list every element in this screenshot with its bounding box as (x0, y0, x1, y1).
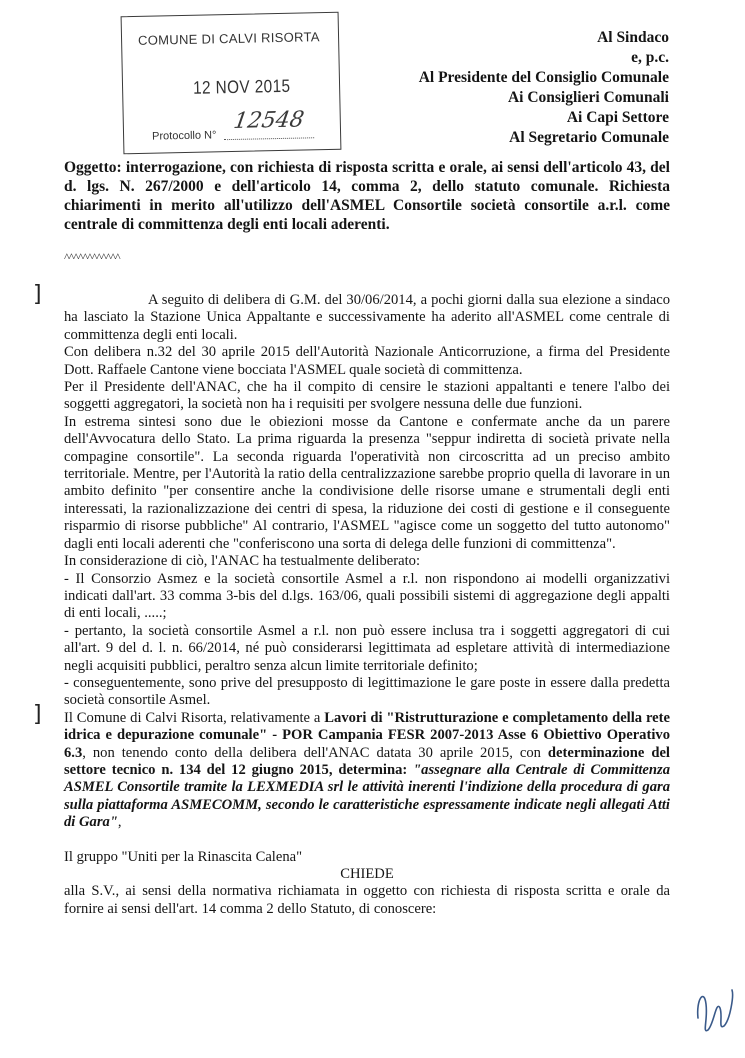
stamp-number-line (224, 137, 314, 140)
recipient-line: e, p.c. (631, 49, 669, 66)
spacer (64, 832, 670, 849)
list-item: - Il Consorzio Asmez e la società consortile Asmel a r.l. non rispondono ai modelli organizzativi indicati dall'art. 33 comma 3-bis del d.lgs. 163/06, quali possibili sistemi di aggregazione degli appalti di enti locali, .....; (64, 570, 670, 622)
recipients-block (419, 28, 669, 148)
margin-bracket-mark: ] (33, 282, 42, 307)
stamp-protocol-number: 12548 (231, 107, 306, 134)
recipient-line: Al Presidente del Consiglio Comunale (418, 69, 669, 86)
determination-reference: determinazione del settore tecnico n. 134 del 12 giugno 2015, determina: (64, 744, 670, 778)
handwritten-signature (690, 960, 740, 1040)
subject-heading: Oggetto: interrogazione, con richiesta di risposta scritta e orale, ai sensi dell'articolo 43, del d. lgs. N. 267/2000 e dell'articolo 14, comma 2, dello statuto comunale. Richiesta chiarimenti in merito all'utilizzo dell'ASMEL Consortile società consortile a.r.l. come centrale di committenza degli enti locali aderenti. (64, 159, 670, 233)
recipient-line: Ai Consiglieri Comunali (507, 89, 669, 106)
text-run: , (117, 814, 122, 831)
request-heading: CHIEDE (340, 866, 394, 882)
text-run: , non tenendo conto della delibera dell'ANAC datata 30 aprile 2015, con (82, 744, 548, 761)
paragraph (64, 710, 670, 832)
paragraph: In considerazione di ciò, l'ANAC ha testualmente deliberato: (64, 553, 421, 570)
recipient-line: Al Segretario Comunale (509, 129, 669, 146)
caret-divider: ^^^^^^^^^^^^ (64, 250, 120, 264)
recipient-line: Al Sindaco (597, 29, 669, 46)
margin-bracket-mark: ] (33, 702, 42, 727)
paragraph: In estrema sintesi sono due le obiezioni mosse da Cantone e confermate anche da un parere dell'Avvocatura dello Stato. La prima riguarda la presenza "seppur indiretta di società private nella compagine consortile". La seconda riguarda l'operatività non circoscritta ad un preciso ambito territoriale. Mentre, per l'Autorità la ratio della centralizzazione sarebbe proprio quella di lavorare in un ambito definito "per consentire anche la condivisione delle risorse umane e strumentali degli enti interessati, la razionalizzazione dei centri di spesa, la riduzione dei costi di gestione e il conseguente risparmio di risorse pubbliche" Al contrario, l'ASMEL "agisce come un soggetto del tutto autonomo" dagli enti locali aderenti che "conferiscono una sorta di delega delle funzioni di committenza". (64, 413, 670, 552)
paragraph: Il gruppo "Uniti per la Rinascita Calena" (64, 848, 303, 865)
paragraph: Per il Presidente dell'ANAC, che ha il compito di censire le stazioni appaltanti e tenere l'albo dei soggetti aggregatori, la società non ha i requisiti per svolgere nessuna delle due funzioni. (64, 379, 670, 413)
paragraph: A seguito di delibera di G.M. del 30/06/2014, a pochi giorni dalla sua elezione a sindaco ha lasciato la Stazione Unica Appaltante e successivamente ha aderito all'ASMEL come centrale di committenza degli enti locali. (64, 292, 670, 343)
project-title: Lavori di "Ristrutturazione e completamento della rete idrica e depurazione comunale" - POR Campania FESR 2007-2013 Asse 6 Obiettivo Operativo 6.3 (64, 709, 670, 761)
paragraph: Con delibera n.32 del 30 aprile 2015 dell'Autorità Nazionale Anticorruzione, a firma del Presidente Dott. Raffaele Cantone viene bocciata l'ASMEL quale società di committenza. (64, 344, 670, 378)
list-item: - pertanto, la società consortile Asmel a r.l. non può essere inclusa tra i soggetti aggregatori di cui all'art. 9 del d. l. n. 66/2014, né può considerarsi legittimata ad espletare attività di intermediazione negli acquisiti pubblici, peraltro senza alcun limite territoriale definito; (64, 622, 670, 674)
letter-body (64, 292, 670, 918)
stamp-title: COMUNE DI CALVI RISORTA (137, 29, 320, 48)
stamp-date: 12 NOV 2015 (192, 75, 291, 98)
paragraph: alla S.V., ai sensi della normativa richiamata in oggetto con richiesta di risposta scritta e orale da fornire ai sensi dell'art. 14 comma 2 dello Statuto, di conoscere: (64, 883, 670, 917)
determination-quote: "assegnare alla Centrale di Committenza ASMEL Consortile tramite la LEXMEDIA srl le attività inerenti l'indizione della procedura di gara sulla piattaforma ASMECOMM, secondo le caratteristiche espressamente indicate negli allegati Atti di Gara" (64, 761, 670, 831)
text-run: Il Comune di Calvi Risorta, relativamente a (64, 709, 325, 726)
list-item: - conseguentemente, sono prive del presupposto di legittimazione le gare poste in essere dalla predetta società consortile Asmel. (64, 674, 670, 709)
protocol-stamp (121, 12, 342, 155)
stamp-protocol-label: Protocollo N° (151, 129, 217, 143)
recipient-line: Ai Capi Settore (566, 109, 669, 126)
